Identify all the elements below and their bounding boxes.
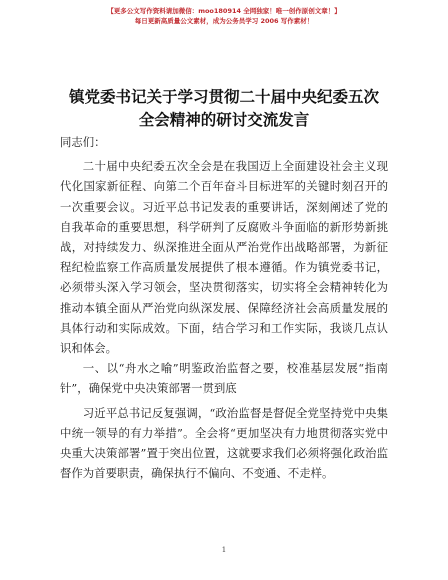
promo-banner <box>0 6 448 26</box>
document-title <box>40 86 408 132</box>
document-title-line2: 全会精神的研讨交流发言 <box>138 111 310 129</box>
greeting: 同志们： <box>60 135 106 149</box>
document-title-line1: 镇党委书记关于学习贯彻二十届中央纪委五次 <box>68 88 379 106</box>
promo-banner-line2: 每日更新高质量公文素材，成为公务员学习 2006 写作素材！ <box>134 17 314 25</box>
paragraph-section-1: 习近平总书记反复强调，“政治监督是督促全党坚持党中央集中统一领导的有力举措”。全会将“更加坚决有力地贯彻落实党中央重大决策部署”置于突出位置，这就要求我们必须将强化政治监督作为首要职责，确保执行不偏向、不变通、不走样。 <box>60 405 388 481</box>
paragraph-intro: 二十届中央纪委五次全会是在我国迈上全面建设社会主义现代化国家新征程、向第二个百年奋斗目标进军的关键时刻召开的一次重要会议。习近平总书记发表的重要讲话，深刻阐述了党的自我革命的重要思想，科学研判了反腐败斗争面临的新形势新挑战，对持续发力、纵深推进全面从严治党作出战略部署，为新征程纪检监察工作高质量发展提供了根本遵循。作为镇党委书记，必须带头深入学习领会，坚决贯彻落实，切实将全会精神转化为推动本镇全面从严治党向纵深发展、保障经济社会高质量发展的具体行动和实际成效。下面，结合学习和工作实际，我谈几点认识和体会。 <box>60 159 388 356</box>
promo-banner-line1: 【更多公文写作资料请加微信：moo180914 全网独家！唯一创作原创文章！】 <box>107 7 341 15</box>
document-body <box>60 132 388 483</box>
page-number: 1 <box>221 546 227 554</box>
section-heading-1: 一、以“舟水之喻”明鉴政治监督之要，校准基层发展“指南针”，确保党中央决策部署一贯到底 <box>60 361 388 396</box>
